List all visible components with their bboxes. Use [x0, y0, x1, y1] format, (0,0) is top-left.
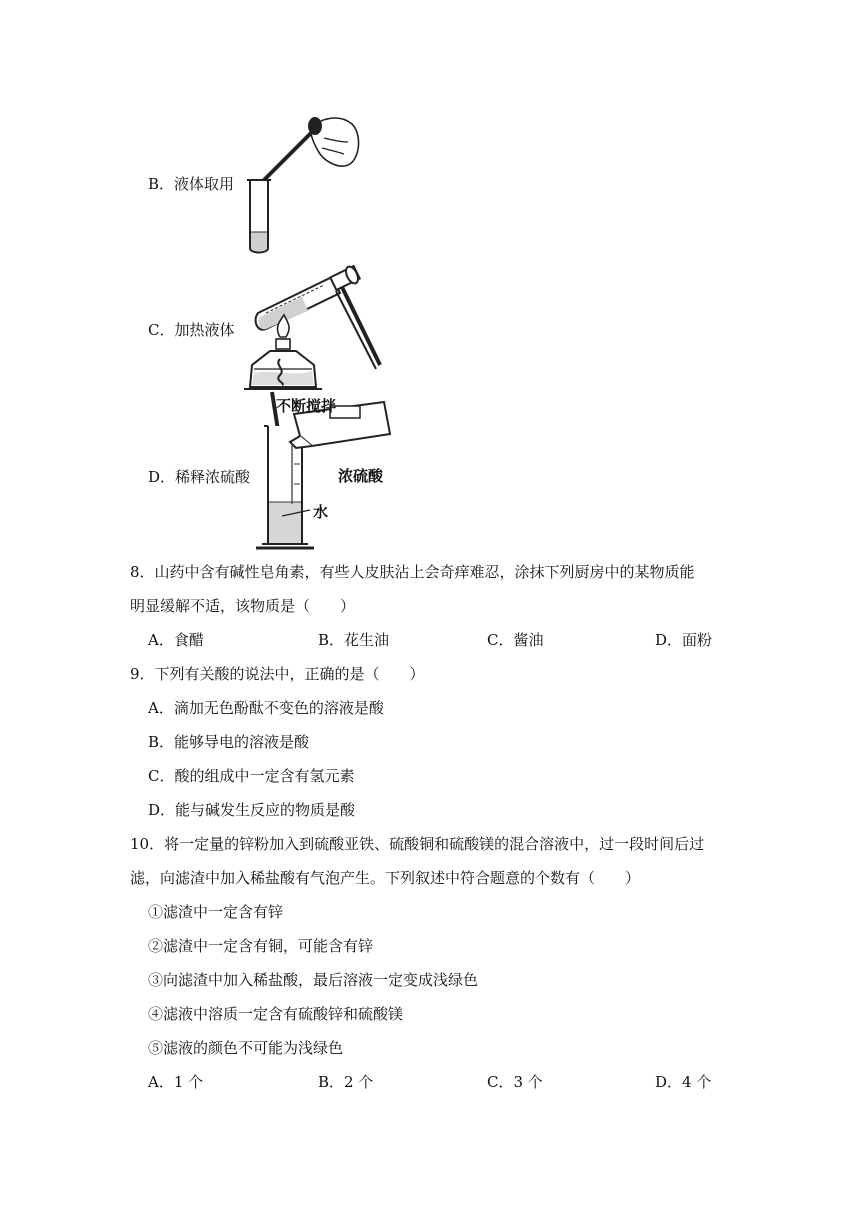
- heating-liquid-figure: [240, 265, 390, 393]
- q9-stem: 9．下列有关酸的说法中，正确的是（ ）: [130, 665, 425, 683]
- q9-option-a: A．滴加无色酚酞不变色的溶液是酸: [148, 699, 384, 717]
- q8-option-b: B．花生油: [318, 631, 390, 649]
- q7-option-c-label: C．加热液体: [148, 321, 235, 339]
- q10-statement-5: ⑤滤液的颜色不可能为浅绿色: [148, 1039, 344, 1057]
- q9-option-b: B．能够导电的溶液是酸: [148, 733, 310, 751]
- q10-option-b: B．2 个: [318, 1073, 374, 1091]
- q10-stem-line2: 滤，向滤渣中加入稀盐酸有气泡产生。下列叙述中符合题意的个数有（ ）: [130, 869, 641, 887]
- q8-option-a: A．食醋: [148, 631, 204, 649]
- q10-option-d: D．4 个: [655, 1073, 712, 1091]
- q10-statement-2: ②滤渣中一定含有铜，可能含有锌: [148, 937, 374, 955]
- fig-d-water-label: 水: [313, 503, 329, 521]
- q8-option-c: C．酱油: [487, 631, 544, 649]
- q7-option-b-label: B．液体取用: [148, 175, 235, 193]
- q9-option-c: C．酸的组成中一定含有氢元素: [148, 767, 355, 785]
- q7-option-d-label: D．稀释浓硫酸: [148, 468, 251, 486]
- q10-statement-3: ③向滤渣中加入稀盐酸，最后溶液一定变成浅绿色: [148, 971, 479, 989]
- fig-d-stir-label: 不断搅拌: [276, 397, 337, 415]
- q8-stem-line1: 8．山药中含有碱性皂角素，有些人皮肤沾上会奇痒难忍，涂抹下列厨房中的某物质能: [130, 563, 695, 581]
- q10-stem-line1: 10．将一定量的锌粉加入到硫酸亚铁、硫酸铜和硫酸镁的混合溶液中，过一段时间后过: [130, 835, 705, 853]
- q10-statement-4: ④滤液中溶质一定含有硫酸锌和硫酸镁: [148, 1005, 404, 1023]
- liquid-dropping-figure: [240, 112, 365, 260]
- q10-statement-1: ①滤渣中一定含有锌: [148, 903, 284, 921]
- q10-option-a: A．1 个: [148, 1073, 204, 1091]
- q8-stem-line2: 明显缓解不适，该物质是（ ）: [130, 597, 356, 615]
- fig-d-acid-label: 浓硫酸: [338, 467, 384, 485]
- q9-option-d: D．能与碱发生反应的物质是酸: [148, 801, 356, 819]
- q10-option-c: C．3 个: [487, 1073, 543, 1091]
- q8-option-d: D．面粉: [655, 631, 713, 649]
